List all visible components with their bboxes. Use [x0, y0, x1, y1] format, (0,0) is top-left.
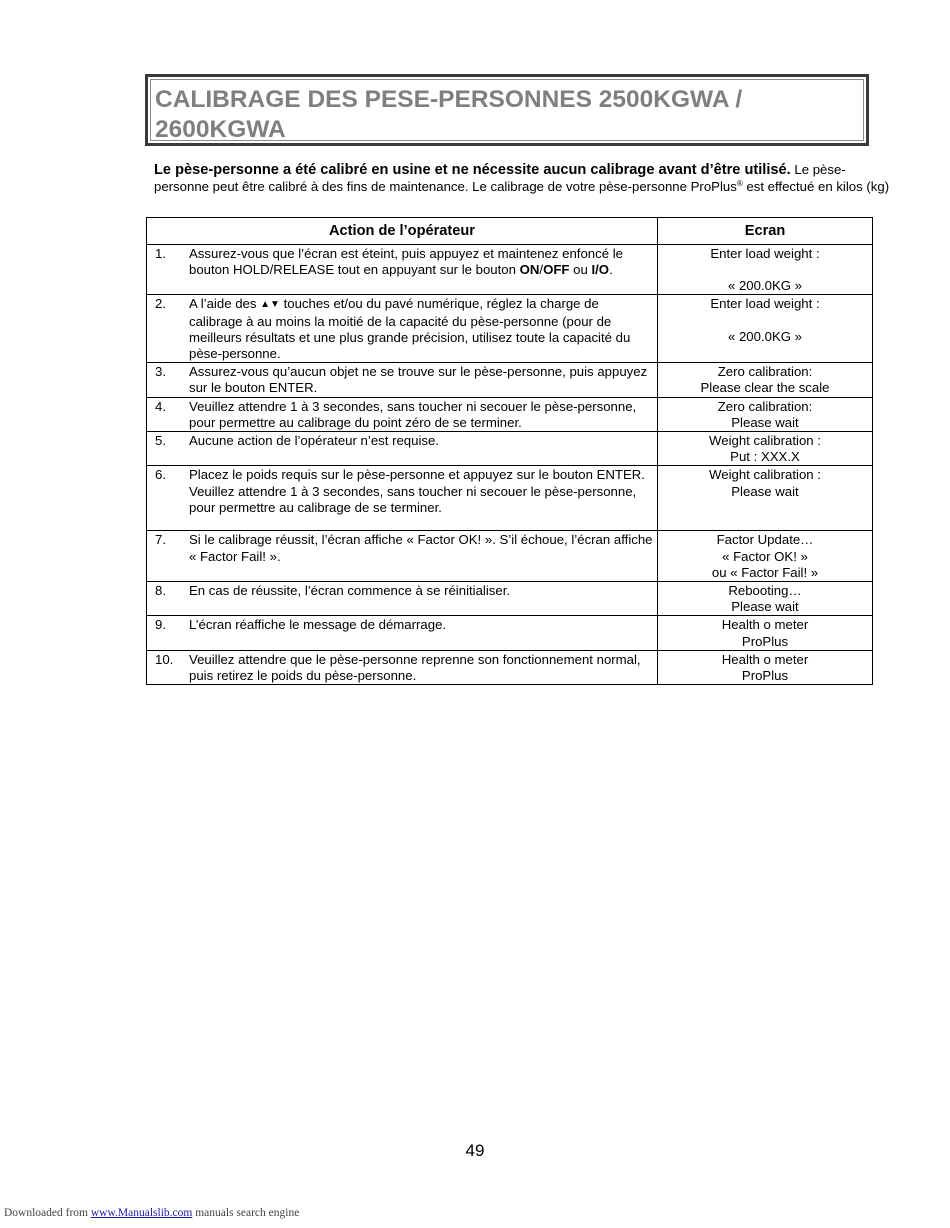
- screen-cell: [658, 466, 873, 531]
- table-row: [147, 363, 873, 397]
- action-cell: [147, 397, 658, 431]
- calibration-table: [146, 217, 873, 685]
- screen-line: Rebooting…: [728, 583, 802, 599]
- screen-cell: [658, 582, 873, 616]
- up-down-arrows-icon: ▲▼: [260, 299, 280, 311]
- screen-line: « 200.0KG »: [727, 328, 803, 344]
- screen-line: [658, 313, 872, 329]
- screen-line: Weight calibration :: [709, 467, 821, 483]
- intro-paragraph: [154, 162, 894, 195]
- page-number: 49: [465, 1141, 485, 1160]
- intro-body: Le pèse-personne peut être calibré à des fins de maintenance. Le calibrage de votre pèse-personne ProPlus: [154, 162, 846, 194]
- screen-cell: [658, 363, 873, 397]
- screen-cell: [658, 531, 873, 582]
- intro-body-end: est effectué en kilos (kg): [746, 178, 890, 194]
- table-row: [147, 650, 873, 684]
- action-cell: [147, 245, 658, 295]
- action-cell: [147, 363, 658, 397]
- screen-line: Please clear the scale: [700, 380, 830, 396]
- step-number: 9.: [155, 617, 166, 633]
- footer-suffix: manuals search engine: [195, 1207, 300, 1219]
- screen-line: ProPlus: [741, 668, 789, 684]
- page-title: CALIBRAGE DES PESE-PERSONNES 2500KGWA / 2600KGWA: [155, 86, 743, 143]
- step-action: L’écran réaffiche le message de démarrage.: [189, 617, 447, 633]
- title-box: [145, 74, 869, 146]
- step-number: 8.: [155, 583, 166, 599]
- screen-line: Health o meter: [721, 651, 809, 667]
- manualslib-link[interactable]: www.Manualslib.com: [90, 1207, 193, 1219]
- screen-line: Enter load weight :: [710, 246, 820, 261]
- screen-line: [658, 262, 872, 278]
- screen-line: « 200.0KG »: [727, 278, 803, 294]
- screen-line: Please wait: [731, 414, 799, 430]
- screen-line: Zero calibration:: [717, 364, 813, 380]
- screen-line: Put : XXX.X: [730, 449, 800, 465]
- screen-line: « Factor OK! »: [722, 548, 808, 564]
- download-footer: [4, 1207, 299, 1219]
- step-number: 2.: [155, 296, 166, 312]
- screen-cell: [658, 432, 873, 466]
- screen-cell: [658, 616, 873, 650]
- step-action: Assurez-vous qu’aucun objet ne se trouve sur le pèse-personne, puis appuyez sur le bouton ENTER.: [189, 364, 648, 396]
- step-action: Aucune action de l’opérateur n’est requise.: [189, 433, 439, 449]
- action-cell: [147, 531, 658, 582]
- action-cell: [147, 295, 658, 363]
- step-number: 5.: [155, 433, 166, 449]
- header-action: Action de l’opérateur: [147, 218, 658, 245]
- table-row: [147, 582, 873, 616]
- screen-cell: [658, 397, 873, 431]
- table-row: [147, 245, 873, 295]
- step-number: 6.: [155, 467, 166, 483]
- step-number: 10.: [155, 651, 174, 667]
- step-number: 4.: [155, 398, 166, 414]
- step-number: 7.: [155, 532, 166, 548]
- screen-line: Zero calibration:: [717, 398, 813, 414]
- screen-line: Weight calibration :: [709, 433, 821, 449]
- table-row: [147, 531, 873, 582]
- screen-line: ou « Factor Fail! »: [711, 564, 819, 580]
- screen-line: Factor Update…: [716, 532, 814, 548]
- screen-cell: [658, 650, 873, 684]
- screen-line: Please wait: [731, 599, 799, 615]
- screen-cell: [658, 245, 873, 295]
- table-header-row: [147, 218, 873, 245]
- intro-lead: Le pèse-personne a été calibré en usine et ne nécessite aucun calibrage avant d’être utilisé.: [154, 162, 791, 178]
- footer-prefix: Downloaded from: [4, 1207, 88, 1219]
- table-row: [147, 397, 873, 431]
- action-cell: [147, 466, 658, 531]
- table-row: [147, 295, 873, 363]
- step-action: Veuillez attendre 1 à 3 secondes, sans toucher ni secouer le pèse-personne, pour permettre au calibrage du point zéro de se terminer.: [189, 398, 637, 430]
- step-number: 1.: [155, 246, 166, 261]
- step-action: Assurez-vous que l’écran est éteint, puis appuyez et maintenez enfoncé le bouton HOLD/RELEASE tout en appuyant sur le bouton ON/OFF ou I/O.: [189, 246, 623, 278]
- header-screen: Ecran: [658, 218, 873, 245]
- step-action: A l’aide des ▲▼ touches et/ou du pavé numérique, réglez la charge de calibrage à au moins la moitié de la capacité du pèse-personne (pour de meilleurs résultats et une plus grande précision, utilisez toute la capacité du pèse-personne.: [189, 296, 631, 362]
- step-action: En cas de réussite, l’écran commence à se réinitialiser.: [189, 583, 511, 599]
- screen-line: Enter load weight :: [710, 296, 820, 312]
- action-cell: [147, 432, 658, 466]
- table-row: [147, 466, 873, 531]
- registered-mark: ®: [736, 178, 743, 188]
- action-cell: [147, 650, 658, 684]
- table-row: [147, 432, 873, 466]
- step-action: Si le calibrage réussit, l’écran affiche « Factor OK! ». S’il échoue, l’écran affiche « Factor Fail! ».: [189, 532, 653, 564]
- step-number: 3.: [155, 364, 166, 380]
- step-action: Placez le poids requis sur le pèse-personne et appuyez sur le bouton ENTER. Veuillez attendre 1 à 3 secondes, sans toucher ni secouer le pèse-personne, pour permettre au calibrage de se terminer.: [189, 467, 645, 515]
- screen-line: Please wait: [731, 483, 799, 499]
- action-cell: [147, 616, 658, 650]
- screen-line: Health o meter: [721, 617, 809, 633]
- action-cell: [147, 582, 658, 616]
- screen-line: ProPlus: [741, 633, 789, 649]
- step-action: Veuillez attendre que le pèse-personne reprenne son fonctionnement normal, puis retirez le poids du pèse-personne.: [189, 651, 641, 684]
- table-row: [147, 616, 873, 650]
- screen-cell: [658, 295, 873, 363]
